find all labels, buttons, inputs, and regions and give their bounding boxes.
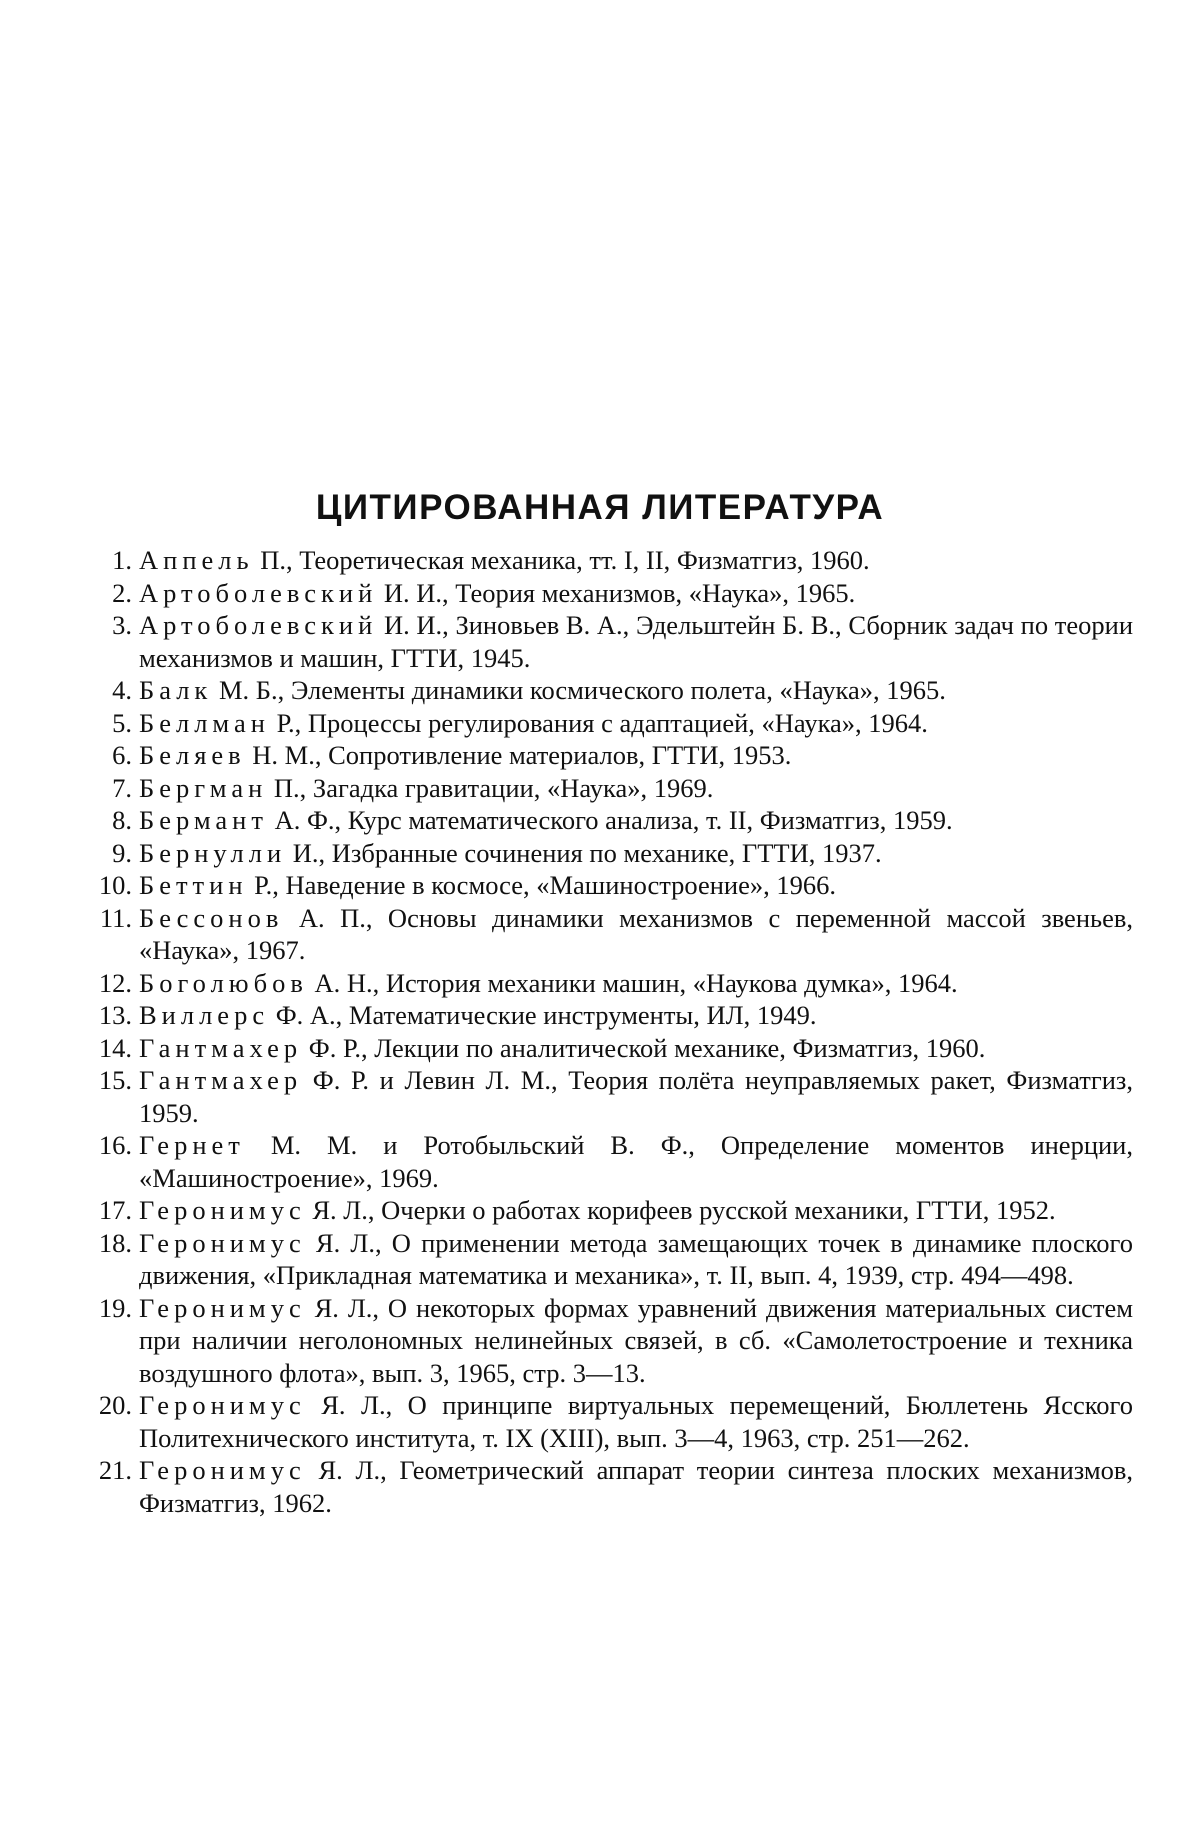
reference-author: Беллман	[139, 707, 270, 738]
reference-text: П., Загадка гравитации, «Наука», 1969.	[267, 772, 714, 803]
reference-author: Боголюбов	[139, 967, 308, 998]
reference-author: Геронимус	[139, 1195, 306, 1225]
reference-item	[88, 1292, 1133, 1390]
reference-number: 1.	[112, 545, 132, 575]
reference-number: 21.	[98, 1455, 132, 1485]
reference-author: Артоболевский	[139, 577, 378, 608]
reference-author: Геронимус	[139, 1292, 306, 1323]
reference-number: 5.	[112, 707, 132, 738]
reference-item	[88, 1454, 1133, 1519]
reference-number: 16.	[98, 1130, 132, 1160]
reference-text: Ф. Р. и Левин Л. М., Теория полёта неуправляемых ракет, Физматгиз, 1959.	[139, 1065, 1133, 1128]
reference-number: 4.	[112, 675, 132, 705]
reference-text: А. П., Основы динамики механизмов с переменной массой звеньев, «Наука», 1967.	[139, 902, 1133, 965]
reference-number: 3.	[112, 610, 132, 640]
reference-text: Ф. А., Математические инструменты, ИЛ, 1949.	[269, 1000, 817, 1030]
reference-text: Н. М., Сопротивление материалов, ГТТИ, 1953.	[245, 740, 792, 770]
reference-text: Ф. Р., Лекции по аналитической механике, Физматгиз, 1960.	[302, 1032, 986, 1063]
reference-item	[88, 577, 1133, 610]
reference-author: Артоболевский	[139, 610, 378, 640]
reference-number: 11.	[99, 902, 132, 933]
reference-list	[88, 544, 1133, 1519]
reference-item	[88, 1129, 1133, 1194]
reference-text: М. Б., Элементы динамики космического полета, «Наука», 1965.	[212, 675, 946, 705]
reference-text: Я. Л., Очерки о работах корифеев русской механики, ГТТИ, 1952.	[305, 1195, 1056, 1225]
reference-number: 20.	[98, 1390, 132, 1420]
reference-author: Бермант	[139, 805, 268, 835]
reference-item	[88, 544, 1133, 577]
reference-number: 6.	[112, 740, 132, 770]
reference-text: Я. Л., О применении метода замещающих точек в динамике плоского движения, «Прикладная математика и механика», т. II, вып. 4, 1939, стр. 494—498.	[139, 1227, 1133, 1290]
reference-author: Бергман	[139, 772, 268, 803]
reference-author: Аппель	[139, 545, 254, 575]
reference-item	[88, 967, 1133, 1000]
reference-text: И. И., Теория механизмов, «Наука», 1965.	[377, 577, 856, 608]
reference-item	[88, 902, 1133, 967]
reference-item	[88, 1064, 1133, 1129]
reference-number: 10.	[98, 870, 132, 900]
reference-number: 9.	[112, 837, 132, 868]
reference-text: П., Теоретическая механика, тт. I, II, Физматгиз, 1960.	[253, 545, 870, 575]
reference-item	[88, 999, 1133, 1032]
reference-text: Я. Л., О принципе виртуальных перемещений, Бюллетень Ясского Политехнического института, т. IX (XIII), вып. 3—4, 1963, стр. 251—262.	[139, 1390, 1133, 1453]
page-title: ЦИТИРОВАННАЯ ЛИТЕРАТУРА	[315, 488, 885, 527]
reference-number: 12.	[98, 967, 132, 998]
reference-number: 14.	[98, 1032, 132, 1063]
reference-item	[88, 837, 1133, 870]
reference-number: 8.	[112, 805, 132, 835]
reference-text: А. Ф., Курс математического анализа, т. II, Физматгиз, 1959.	[267, 805, 953, 835]
reference-number: 19.	[98, 1292, 132, 1323]
reference-item	[88, 739, 1133, 772]
reference-author: Балк	[139, 675, 213, 705]
reference-author: Гантмахер	[139, 1065, 303, 1095]
reference-author: Геронимус	[139, 1390, 306, 1420]
reference-item	[88, 609, 1133, 674]
reference-text: М. М. и Ротобыльский В. Ф., Определение моментов инерции, «Машиностроение», 1969.	[139, 1130, 1133, 1193]
reference-author: Геронимус	[139, 1455, 306, 1485]
reference-text: И. И., Зиновьев В. А., Эдельштейн Б. В., Сборник задач по теории механизмов и машин, ГТТИ, 1945.	[139, 610, 1133, 673]
reference-text: Р., Наведение в космосе, «Машиностроение», 1966.	[247, 870, 836, 900]
reference-text: Я. Л., О некоторых формах уравнений движения материальных систем при наличии неголономных нелинейных связей, в сб. «Самолетостроение и техника воздушного флота», вып. 3, 1965, стр. 3—13.	[139, 1292, 1133, 1388]
reference-number: 18.	[98, 1227, 132, 1258]
reference-item	[88, 1389, 1133, 1454]
reference-item	[88, 804, 1133, 837]
reference-item	[88, 1194, 1133, 1227]
reference-author: Бессонов	[139, 902, 284, 933]
reference-item	[88, 1032, 1133, 1065]
reference-author: Геронимус	[139, 1227, 306, 1258]
reference-item	[88, 1227, 1133, 1292]
reference-author: Виллерс	[139, 1000, 270, 1030]
reference-item	[88, 869, 1133, 902]
reference-author: Беттин	[139, 870, 248, 900]
reference-number: 17.	[98, 1195, 132, 1225]
reference-author: Гантмахер	[139, 1032, 303, 1063]
reference-text: И., Избранные сочинения по механике, ГТТИ, 1937.	[286, 837, 882, 868]
reference-text: А. Н., История механики машин, «Наукова думка», 1964.	[307, 967, 958, 998]
reference-author: Гернет	[139, 1130, 245, 1160]
reference-item	[88, 707, 1133, 740]
reference-number: 13.	[98, 1000, 132, 1030]
reference-author: Беляев	[139, 740, 246, 770]
reference-text: Я. Л., Геометрический аппарат теории синтеза плоских механизмов, Физматгиз, 1962.	[139, 1455, 1133, 1518]
reference-text: Р., Процессы регулирования с адаптацией, «Наука», 1964.	[269, 707, 928, 738]
reference-number: 7.	[112, 772, 132, 803]
reference-item	[88, 674, 1133, 707]
reference-number: 2.	[112, 577, 132, 608]
reference-item	[88, 772, 1133, 805]
reference-number: 15.	[98, 1065, 132, 1095]
reference-author: Бернулли	[139, 837, 287, 868]
